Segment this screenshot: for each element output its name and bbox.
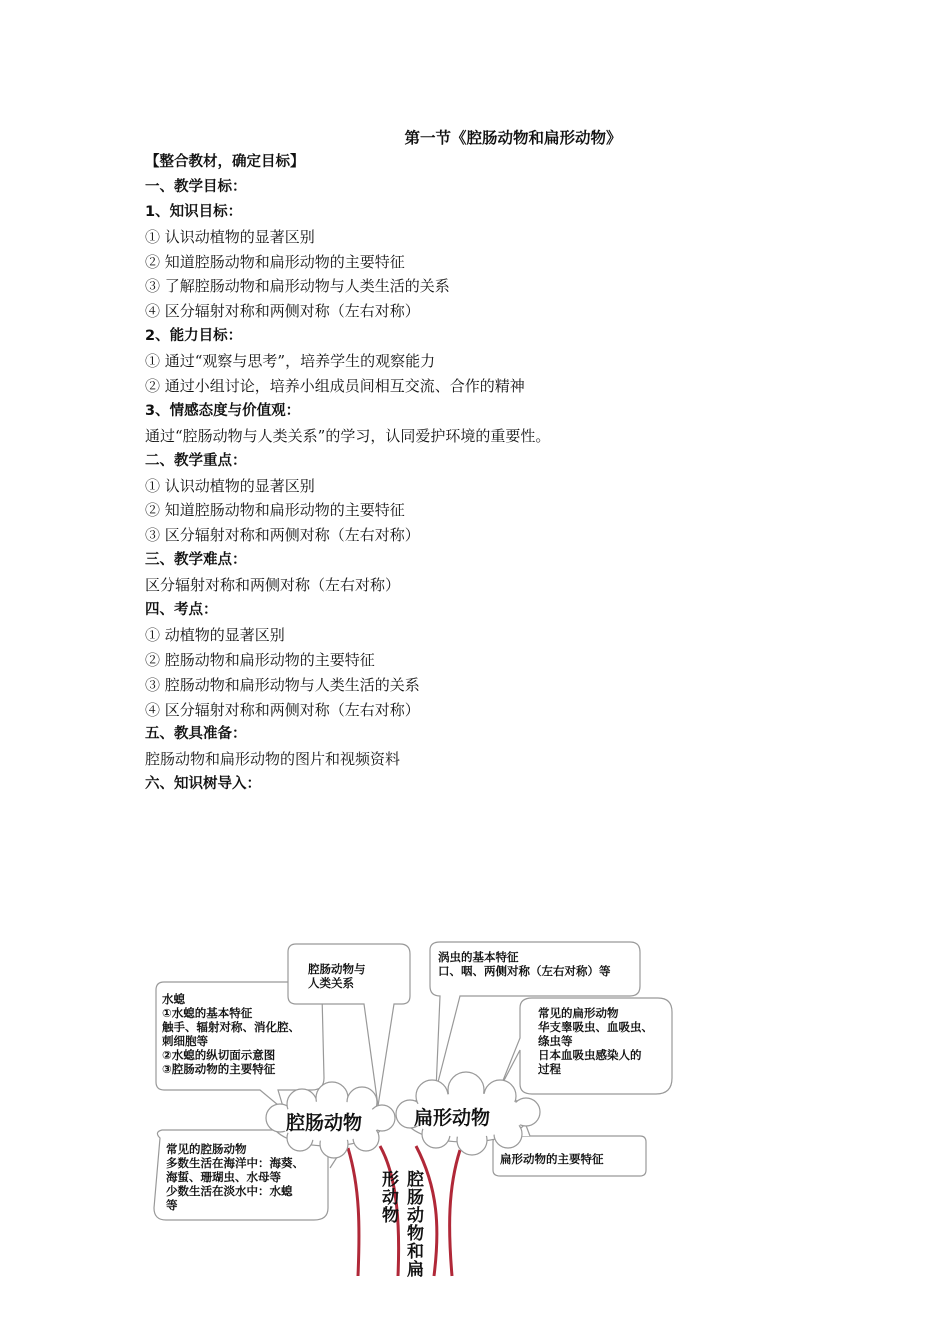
body-line: ③ 了解腔肠动物和扁形动物与人类生活的关系	[145, 277, 450, 296]
bubble-line: ②水螅的纵切面示意图	[162, 1048, 276, 1062]
planarian-bubble-text	[438, 950, 611, 978]
common-flatworm-bubble-text	[538, 1006, 653, 1076]
bubble-line: 常见的扁形动物	[538, 1006, 619, 1020]
section-heading: 二、教学重点：	[145, 452, 247, 469]
bubble-line: 口、咽、两侧对称（左右对称）等	[438, 964, 611, 978]
bubble-line: 人类关系	[308, 976, 354, 990]
body-line: 区分辐射对称和两侧对称（左右对称）	[145, 576, 401, 595]
body-line: ④ 区分辐射对称和两侧对称（左右对称）	[145, 302, 420, 321]
body-line: ③ 腔肠动物和扁形动物与人类生活的关系	[145, 675, 420, 694]
body-line: 通过“腔肠动物与人类关系”的学习，认同爱护环境的重要性。	[145, 426, 551, 445]
flatworm-features-bubble-text	[500, 1152, 604, 1166]
bubble-line: ③腔肠动物的主要特征	[162, 1062, 276, 1076]
body-line: ③ 区分辐射对称和两侧对称（左右对称）	[145, 526, 420, 545]
bubble-line: 水螅	[162, 992, 185, 1006]
bubble-line: 多数生活在海洋中：海葵、	[166, 1156, 304, 1170]
bubble-line: 腔肠动物与	[308, 962, 366, 976]
body-line: ② 知道腔肠动物和扁形动物的主要特征	[145, 252, 405, 271]
body-line: ② 通过小组讨论，培养小组成员间相互交流、合作的精神	[145, 377, 525, 396]
bubble-line: 少数生活在淡水中：水螅	[166, 1184, 293, 1198]
section-heading: 一、教学目标：	[145, 178, 247, 195]
bubble-line: 华支睾吸虫、血吸虫、	[538, 1020, 653, 1034]
bubble-line: 日本血吸虫感染人的	[538, 1048, 642, 1062]
section-heading: 1、知识目标：	[145, 203, 243, 220]
body-line: 腔肠动物和扁形动物的图片和视频资料	[145, 750, 401, 769]
page-title: 第一节《腔肠动物和扁形动物》	[404, 128, 622, 147]
bubble-line: ①水螅的基本特征	[162, 1006, 253, 1020]
body-line: ② 知道腔肠动物和扁形动物的主要特征	[145, 501, 405, 520]
section-heading: 四、考点：	[145, 602, 218, 619]
body-line: ① 认识动植物的显著区别	[145, 227, 315, 246]
section-heading: 3、情感态度与价值观：	[145, 402, 301, 419]
bubble-line: 扁形动物的主要特征	[500, 1152, 604, 1166]
bubble-line: 绦虫等	[538, 1034, 573, 1048]
body-line: ① 动植物的显著区别	[145, 625, 285, 644]
flatworm-label: 扁形动物	[414, 1107, 491, 1129]
body-line: ② 腔肠动物和扁形动物的主要特征	[145, 650, 375, 669]
hydra-bubble-text	[162, 992, 300, 1076]
relation-bubble-text	[308, 962, 366, 990]
trunk-label: 腔肠动物和扁形动物	[378, 1170, 423, 1278]
trunk-line-4	[450, 1150, 460, 1276]
section-heading: 2、能力目标：	[145, 328, 243, 345]
bubble-line: 刺细胞等	[162, 1034, 208, 1048]
bubble-line: 海蜇、珊瑚虫、水母等	[166, 1170, 281, 1184]
bubble-line: 过程	[538, 1062, 561, 1076]
document-body	[145, 150, 845, 797]
trunk-line-1	[348, 1148, 359, 1276]
body-line: ④ 区分辐射对称和两侧对称（左右对称）	[145, 700, 420, 719]
section-heading: 三、教学难点：	[145, 552, 247, 569]
cnidaria-label: 腔肠动物	[286, 1112, 363, 1134]
bubble-line: 涡虫的基本特征	[438, 950, 519, 964]
bubble-line: 等	[166, 1198, 178, 1212]
body-line: ① 认识动植物的显著区别	[145, 476, 315, 495]
body-line: ① 通过“观察与思考”，培养学生的观察能力	[145, 352, 436, 371]
section-heading: 六、知识树导入：	[145, 776, 261, 793]
bubble-line: 触手、辐射对称、消化腔、	[162, 1020, 300, 1034]
section-heading: 五、教具准备：	[145, 726, 247, 743]
knowledge-tree	[148, 938, 678, 1278]
bubble-line: 常见的腔肠动物	[166, 1142, 247, 1156]
common-cnidarian-bubble-text	[166, 1142, 304, 1212]
section-heading: 【整合教材，确定目标】	[145, 154, 305, 170]
